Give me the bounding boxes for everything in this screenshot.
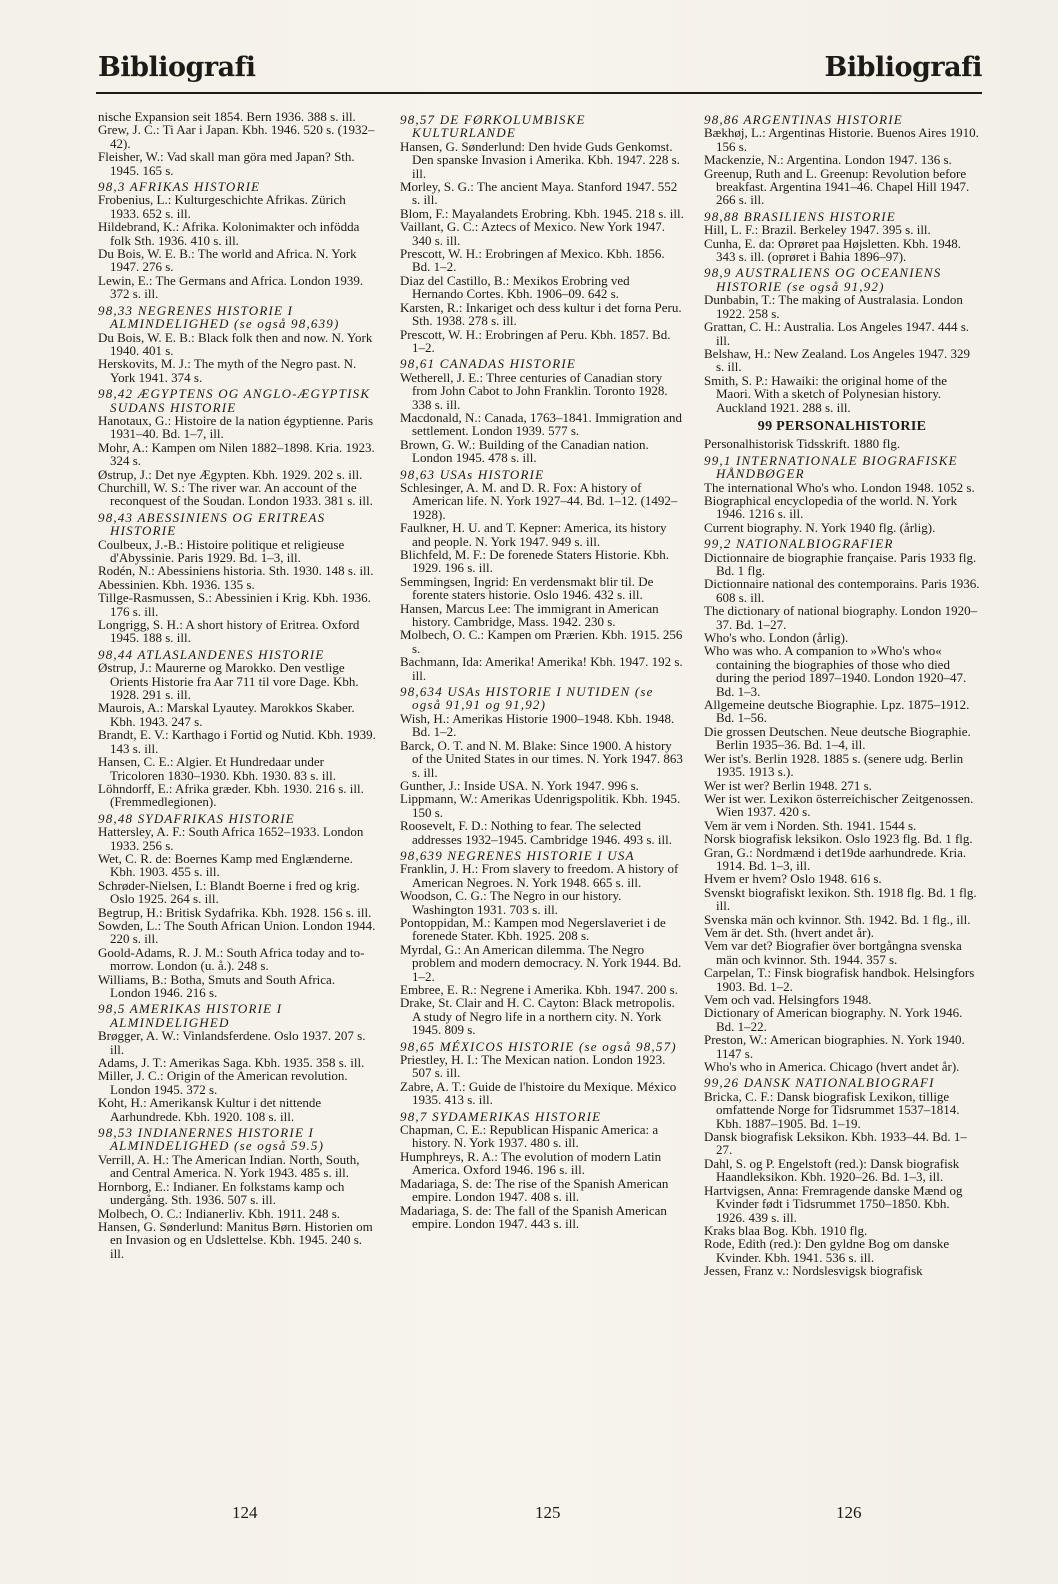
bibliography-entry: Humphreys, R. A.: The evolution of modern Latin America. Oxford 1946. 196 s. ill.: [400, 1148, 662, 1178]
bibliography-entry: Faulkner, H. U. and T. Kepner: America, its history and people. N. York 1947. 949 s. ill.: [400, 520, 667, 549]
bibliography-entry: Du Bois, W. E. B.: The world and Africa. N. York 1947. 276 s.: [98, 246, 357, 275]
bibliography-entry: Vem är det. Sth. (hvert andet år).: [704, 924, 875, 940]
bibliography-entry: Dictionnaire de biographie française. Paris 1933 flg. Bd. 1 flg.: [704, 549, 977, 578]
bibliography-entry: Prescott, W. H.: Erobringen af Mexico. Kbh. 1856. Bd. 1–2.: [400, 246, 665, 275]
bibliography-entry: Belshaw, H.: New Zealand. Los Angeles 1947. 329 s. ill.: [704, 345, 970, 375]
section-heading: 98,88 BRASILIENS HISTORIE: [704, 208, 896, 224]
bibliography-entry: Lewin, E.: The Germans and Africa. London 1939. 372 s. ill.: [98, 272, 364, 302]
section-heading: 98,53 INDIANERNES HISTORIE I ALMINDELIGHED (se også 59.5): [98, 1125, 325, 1154]
bibliography-entry: Brøgger, A. W.: Vinlandsferdene. Oslo 1937. 207 s. ill.: [98, 1028, 366, 1057]
section-heading: 98,42 ÆGYPTENS OG ANGLO-ÆGYPTISK SUDANS HISTORIE: [98, 386, 371, 415]
bibliography-entry: Hill, L. F.: Brazil. Berkeley 1947. 395 s. ill.: [704, 222, 931, 238]
bibliography-entry: Priestley, H. I.: The Mexican nation. London 1923. 507 s. ill.: [400, 1052, 666, 1081]
bibliography-entry: Abessinien. Kbh. 1936. 135 s.: [98, 576, 255, 592]
bibliography-entry: Longrigg, S. H.: A short history of Eritrea. Oxford 1945. 188 s. ill.: [98, 617, 360, 646]
bibliography-entry: Pontoppidan, M.: Kampen mod Negerslaveriet i de forenede Stater. Kbh. 1925. 208 s.: [400, 914, 666, 944]
bibliography-entry: Jessen, Franz v.: Nordslesvigsk biografisk: [704, 1263, 923, 1279]
bibliography-entry: Gran, G.: Nordmænd i det19de aarhundrede. Kria. 1914. Bd. 1–3, ill.: [704, 844, 967, 873]
bibliography-entry: Wer ist wer. Lexikon österreichischer Zeitgenossen. Wien 1937. 420 s.: [704, 790, 974, 820]
bibliography-column-2: [400, 110, 684, 1230]
bibliography-entry: Du Bois, W. E. B.: Black folk then and now. N. York 1940. 401 s.: [98, 329, 373, 358]
page-number-126: 126: [836, 1503, 862, 1522]
section-heading: 98,65 MÉXICOS HISTORIE (se også 98,57): [400, 1038, 677, 1054]
bibliography-entry: Sowden, L.: The South African Union. London 1944. 220 s. ill.: [98, 917, 376, 947]
bibliography-entry: Dahl, S. og P. Engelstoft (red.): Dansk biografisk Haandleksikon. Kbh. 1920–26. Bd. 1–3, ill.: [704, 1155, 960, 1185]
bibliography-entry: Svenska män och kvinnor. Sth. 1942. Bd. 1 flg., ill.: [704, 911, 971, 927]
bibliography-entry: Hansen, G. Sønderlund: Manitus Børn. Historien om en Invasion og en Udslettelse. Kbh. 1945. 240 s. ill.: [98, 1218, 373, 1261]
bibliography-entry: Vem och vad. Helsingfors 1948.: [704, 992, 872, 1007]
bibliography-entry: Kraks blaa Bog. Kbh. 1910 flg.: [704, 1222, 868, 1238]
bibliography-entry: Hansen, Marcus Lee: The immigrant in American history. Cambridge, Mass. 1942. 230 s.: [400, 600, 659, 630]
bibliography-entry: Who's who in America. Chicago (hvert andet år).: [704, 1059, 960, 1075]
bibliography-column-1: [98, 110, 376, 1260]
bibliography-entry: Diaz del Castillo, B.: Mexikos Erobring ved Hernando Cortes. Kbh. 1906–09. 642 s.: [400, 272, 630, 302]
bibliography-entry: Brandt, E. V.: Karthago i Fortid og Nutid. Kbh. 1939. 143 s. ill.: [98, 727, 376, 756]
bibliography-entry: Hildebrand, K.: Afrika. Kolonimakter och infödda folk Sth. 1936. 410 s. ill.: [98, 219, 360, 248]
bibliography-entry: Preston, W.: American biographies. N. York 1940. 1147 s.: [704, 1032, 965, 1061]
bibliography-entry: Østrup, J.: Maurerne og Marokko. Den vestlige Orients Historie fra Aar 711 til vore Dage. Kbh. 1928. 291 s. ill.: [98, 660, 359, 703]
bibliography-entry: Miller, J. C.: Origin of the American revolution. London 1945. 372 s.: [98, 1068, 348, 1097]
bibliography-entry: Zabre, A. T.: Guide de l'histoire du Mexique. México 1935. 413 s. ill.: [400, 1078, 677, 1108]
section-heading: 98,48 SYDAFRIKAS HISTORIE: [98, 810, 295, 826]
bibliography-entry: Bricka, C. F.: Dansk biografisk Lexikon, tillige omfattende Norge for Tidsrummet 1537–1814. Kbh. 1887–1905. Bd. 1–19.: [704, 1088, 960, 1131]
bibliography-entry: Who was who. A companion to »Who's who« containing the biographies of those who died during the period 1897–1940. London 1920–47. Bd. 1–3.: [704, 643, 967, 699]
bibliography-entry: Dansk biografisk Leksikon. Kbh. 1933–44. Bd. 1–27.: [704, 1129, 967, 1158]
bibliography-entry: Chapman, C. E.: Republican Hispanic America: a history. N. York 1937. 480 s. ill.: [400, 1122, 659, 1151]
section-heading: 98,33 NEGRENES HISTORIE I ALMINDELIGHED (se også 98,639): [98, 302, 340, 332]
section-heading: 98,639 NEGRENES HISTORIE I USA: [400, 847, 635, 863]
bibliography-entry: Prescott, W. H.: Erobringen af Peru. Kbh. 1857. Bd. 1–2.: [400, 326, 671, 355]
bibliography-entry: Herskovits, M. J.: The myth of the Negro past. N. York 1941. 374 s.: [98, 356, 357, 385]
bibliography-entry: Wer ist wer? Berlin 1948. 271 s.: [704, 777, 872, 793]
bibliography-entry: Vem var det? Biografier över bortgångna svenska män och kvinnor. Sth. 1944. 357 s.: [704, 938, 962, 967]
bibliography-entry: The dictionary of national biography. London 1920–37. Bd. 1–27.: [704, 603, 978, 632]
bibliography-entry: The international Who's who. London 1948. 1052 s.: [704, 479, 975, 495]
bibliography-entry: Coulbeux, J.-B.: Histoire politique et religieuse d'Abyssinie. Paris 1929. Bd. 1–3, ill.: [98, 536, 345, 565]
bibliography-entry: Hattersley, A. F.: South Africa 1652–1933. London 1933. 256 s.: [98, 824, 364, 853]
bibliography-entry: Morley, S. G.: The ancient Maya. Stanford 1947. 552 s. ill.: [400, 179, 678, 208]
bibliography-entry: Begtrup, H.: Britisk Sydafrika. Kbh. 1928. 156 s. ill.: [98, 904, 372, 920]
bibliography-entry: nische Expansion seit 1854. Bern 1936. 388 s. ill.: [98, 109, 356, 124]
bibliography-entry: Biographical encyclopedia of the world. N. York 1946. 1216 s. ill.: [704, 492, 958, 522]
bibliography-entry: Blichfeld, M. F.: De forenede Staters Historie. Kbh. 1929. 196 s. ill.: [400, 547, 670, 576]
bibliography-entry: Molbech, O. C.: Kampen om Prærien. Kbh. 1915. 256 s.: [400, 627, 683, 656]
bibliography-entry: Franklin, J. H.: From slavery to freedom. A history of American Negroes. N. York 1948. 665 s. ill.: [400, 861, 679, 890]
bibliography-entry: Hvem er hvem? Oslo 1948. 616 s.: [704, 871, 882, 887]
bibliography-entry: Grew, J. C.: Ti Aar i Japan. Kbh. 1946. 520 s. (1932–42).: [98, 122, 375, 151]
page-number-125: 125: [535, 1503, 561, 1522]
page-number-124: 124: [232, 1503, 258, 1522]
section-heading: 98,86 ARGENTINAS HISTORIE: [704, 112, 903, 127]
bibliography-entry: Gunther, J.: Inside USA. N. York 1947. 996 s.: [400, 777, 639, 793]
bibliography-entry: Madariaga, S. de: The rise of the Spanish American empire. London 1947. 408 s. ill.: [400, 1175, 669, 1205]
main-section-heading: 99 PERSONALHISTORIE: [757, 418, 927, 434]
bibliography-entry: Lippmann, W.: Amerikas Udenrigspolitik. Kbh. 1945. 150 s.: [400, 791, 681, 820]
bibliography-entry: Koht, H.: Amerikansk Kultur i det nittende Aarhundrede. Kbh. 1920. 108 s. ill.: [98, 1095, 322, 1124]
bibliography-entry: Personalhistorisk Tidsskrift. 1880 flg.: [704, 436, 901, 452]
bibliography-entry: Frobenius, L.: Kulturgeschichte Afrikas. Zürich 1933. 652 s. ill.: [98, 192, 346, 221]
section-heading: 98,5 AMERIKAS HISTORIE I ALMINDELIGHED: [98, 1001, 283, 1030]
bibliography-entry: Blom, F.: Mayalandets Erobring. Kbh. 1945. 218 s. ill.: [400, 205, 684, 221]
section-heading: 98,43 ABESSINIENS OG ERITREAS HISTORIE: [98, 509, 326, 539]
bibliography-entry: Østrup, J.: Det nye Ægypten. Kbh. 1929. 202 s. ill.: [98, 466, 363, 482]
bibliography-entry: Mackenzie, N.: Argentina. London 1947. 136 s.: [704, 152, 952, 168]
bibliography-entry: Bækhøj, L.: Argentinas Historie. Buenos Aires 1910. 156 s.: [704, 125, 979, 154]
bibliography-entry: Churchill, W. S.: The river war. An account of the reconquest of the Soudan. London 1933. 381 s. ill.: [98, 479, 373, 509]
bibliography-entry: Vem är vem i Norden. Sth. 1941. 1544 s.: [704, 817, 917, 833]
bibliography-entry: Bachmann, Ida: Amerika! Amerika! Kbh. 1947. 192 s. ill.: [400, 654, 683, 683]
bibliography-entry: Williams, B.: Botha, Smuts and South Africa. London 1946. 216 s.: [98, 971, 336, 1000]
bibliography-entry: Dunbabin, T.: The making of Australasia. London 1922. 258 s.: [704, 292, 963, 321]
bibliography-entry: Löhndorff, E.: Afrika græder. Kbh. 1930. 216 s. ill. (Fremmedlegionen).: [98, 780, 364, 810]
bibliography-entry: Hornborg, E.: Indianer. En folkstams kamp och undergång. Sth. 1936. 507 s. ill.: [98, 1178, 345, 1208]
bibliography-entry: Carpelan, T.: Finsk biografisk handbok. Helsingfors 1903. Bd. 1–2.: [704, 965, 975, 994]
section-heading: 98,634 USAs HISTORIE I NUTIDEN (se også 91,91 og 91,92): [400, 684, 654, 713]
bibliography-entry: Maurois, A.: Marskal Lyautey. Marokkos Skaber. Kbh. 1943. 247 s.: [98, 700, 355, 729]
bibliography-entry: Semmingsen, Ingrid: En verdensmakt blir til. De forente staters historie. Oslo 1946. 432 s. ill.: [400, 573, 654, 603]
section-heading: 99,2 NATIONALBIOGRAFIER: [704, 536, 894, 552]
bibliography-entry: Current biography. N. York 1940 flg. (årlig).: [704, 519, 936, 535]
bibliography-entry: Hansen, C. E.: Algier. Et Hundredaar under Tricoloren 1830–1930. Kbh. 1930. 83 s. ill.: [98, 754, 336, 783]
bibliography-entry: Woodson, C. G.: The Negro in our history. Washington 1931. 703 s. ill.: [400, 888, 622, 917]
section-heading: 98,44 ATLASLANDENES HISTORIE: [98, 646, 325, 662]
bibliography-entry: Barck, O. T. and N. M. Blake: Since 1900. A history of the United States in our times. N. York 1947. 863 s. ill.: [400, 737, 683, 780]
bibliography-entry: Greenup, Ruth and L. Greenup: Revolution before breakfast. Argentina 1941–46. Chapel Hill 1947. 266 s. ill.: [704, 165, 970, 208]
bibliography-entry: Norsk biografisk leksikon. Oslo 1923 flg. Bd. 1 flg.: [704, 831, 973, 847]
bibliography-entry: Hartvigsen, Anna: Fremragende danske Mænd og Kvinder født i Tidsrummet 1750–1850. Kbh. 1926. 439 s. ill.: [704, 1182, 963, 1225]
bibliography-entry: Fleisher, W.: Vad skall man göra med Japan? Sth. 1945. 165 s.: [98, 149, 355, 178]
bibliography-entry: Dictionary of American biography. N. York 1946. Bd. 1–22.: [704, 1005, 963, 1034]
section-heading: 99,26 DANSK NATIONALBIOGRAFI: [704, 1075, 935, 1091]
bibliography-entry: Roosevelt, F. D.: Nothing to fear. The selected addresses 1932–1945. Cambridge 1946. 493 s. ill.: [400, 818, 672, 847]
bibliography-entry: Myrdal, G.: An American dilemma. The Negro problem and modern democracy. N. York 1944. Bd. 1–2.: [400, 941, 682, 984]
header-rule: [96, 92, 982, 94]
bibliography-entry: Die grossen Deutschen. Neue deutsche Biographie. Berlin 1935–36. Bd. 1–4, ill.: [704, 723, 971, 753]
section-heading: 98,9 AUSTRALIENS OG OCEANIENS HISTORIE (se også 91,92): [704, 265, 942, 294]
bibliography-entry: Schlesinger, A. M. and D. R. Fox: A history of American life. N. York 1927–44. Bd. 1–12. (1492–1928).: [400, 479, 678, 522]
bibliography-entry: Smith, S. P.: Hawaiki: the original home of the Maori. With a sketch of Polynesian history. Auckland 1921. 288 s. ill.: [704, 372, 948, 415]
bibliography-entry: Verrill, A. H.: The American Indian. North, South, and Central America. N. York 1943. 485 s. ill.: [98, 1151, 360, 1181]
bibliography-entry: Madariaga, S. de: The fall of the Spanish American empire. London 1947. 443 s. ill.: [400, 1202, 667, 1231]
bibliography-entry: Karsten, R.: Inkariget och dess kultur i det forna Peru. Sth. 1938. 278 s. ill.: [400, 299, 682, 329]
bibliography-entry: Goold-Adams, R. J. M.: South Africa today and to-morrow. London (u. å.). 248 s.: [98, 944, 365, 974]
bibliography-entry: Vaillant, G. C.: Aztecs of Mexico. New York 1947. 340 s. ill.: [400, 219, 666, 248]
bibliography-entry: Wish, H.: Amerikas Historie 1900–1948. Kbh. 1948. Bd. 1–2.: [400, 710, 675, 740]
section-heading: 98,57 DE FØRKOLUMBISKE KULTURLANDE: [400, 112, 586, 141]
running-head-right: Bibliografi: [824, 52, 982, 83]
bibliography-entry: Tillge-Rasmussen, S.: Abessinien i Krig. Kbh. 1936. 176 s. ill.: [98, 590, 371, 619]
section-heading: 98,7 SYDAMERIKAS HISTORIE: [400, 1108, 602, 1124]
section-heading: 99,1 INTERNATIONALE BIOGRAFISKE HÅNDBØGER: [704, 452, 958, 482]
bibliography-entry: Wetherell, J. E.: Three centuries of Canadian story from John Cabot to John Franklin. Toronto 1928. 338 s. ill.: [400, 369, 668, 412]
bibliography-column-3: [704, 110, 980, 1278]
bibliography-entry: Brown, G. W.: Building of the Canadian nation. London 1945. 478 s. ill.: [400, 436, 649, 466]
section-heading: 98,63 USAs HISTORIE: [400, 466, 545, 482]
bibliography-entry: Svenskt biografiskt lexikon. Sth. 1918 flg. Bd. 1 flg. ill.: [704, 884, 977, 914]
section-heading: 98,61 CANADAS HISTORIE: [400, 356, 577, 372]
bibliography-entry: Grattan, C. H.: Australia. Los Angeles 1947. 444 s. ill.: [704, 319, 970, 348]
bibliography-entry: Embree, E. R.: Negrene i Amerika. Kbh. 1947. 200 s.: [400, 982, 678, 997]
bibliography-entry: Wet, C. R. de: Boernes Kamp med Englænderne. Kbh. 1903. 455 s. ill.: [98, 850, 353, 880]
bibliography-entry: Cunha, E. da: Oprøret paa Højsletten. Kbh. 1948. 343 s. ill. (oprøret i Bahia 1896–97).: [704, 235, 962, 265]
running-head-left: Bibliografi: [98, 52, 256, 83]
bibliography-entry: Wer ist's. Berlin 1928. 1885 s. (senere udg. Berlin 1935. 1913 s.).: [704, 750, 964, 780]
bibliography-entry: Drake, St. Clair and H. C. Cayton: Black metropolis. A study of Negro life in a northern city. N. York 1945. 809 s.: [400, 995, 675, 1038]
bibliography-entry: Dictionnaire national des contemporains. Paris 1936. 608 s. ill.: [704, 576, 980, 605]
bibliography-entry: Hansen, G. Sønderlund: Den hvide Guds Genkomst. Den spanske Invasion i Amerika. Kbh. 1947. 228 s. ill.: [400, 138, 680, 181]
bibliography-entry: Who's who. London (årlig).: [704, 630, 849, 646]
bibliography-entry: Adams, J. T.: Amerikas Saga. Kbh. 1935. 358 s. ill.: [98, 1055, 365, 1071]
bibliography-entry: Hanotaux, G.: Histoire de la nation égyptienne. Paris 1931–40. Bd. 1–7, ill.: [98, 412, 374, 442]
bibliography-entry: Rode, Edith (red.): Den gyldne Bog om danske Kvinder. Kbh. 1941. 536 s. ill.: [704, 1236, 950, 1265]
bibliography-entry: Macdonald, N.: Canada, 1763–1841. Immigration and settlement. London 1939. 577 s.: [400, 409, 682, 439]
bibliography-entry: Rodén, N.: Abessiniens historia. Sth. 1930. 148 s. ill.: [98, 563, 374, 579]
section-heading: 98,3 AFRIKAS HISTORIE: [98, 179, 261, 195]
bibliography-entry: Molbech, O. C.: Indianerliv. Kbh. 1911. 248 s.: [98, 1205, 341, 1221]
bibliography-entry: Schrøder-Nielsen, I.: Blandt Boerne i fred og krig. Oslo 1925. 264 s. ill.: [98, 877, 360, 907]
bibliography-entry: Mohr, A.: Kampen om Nilen 1882–1898. Kria. 1923. 324 s.: [98, 439, 375, 469]
bibliography-entry: Allgemeine deutsche Biographie. Lpz. 1875–1912. Bd. 1–56.: [704, 697, 970, 726]
